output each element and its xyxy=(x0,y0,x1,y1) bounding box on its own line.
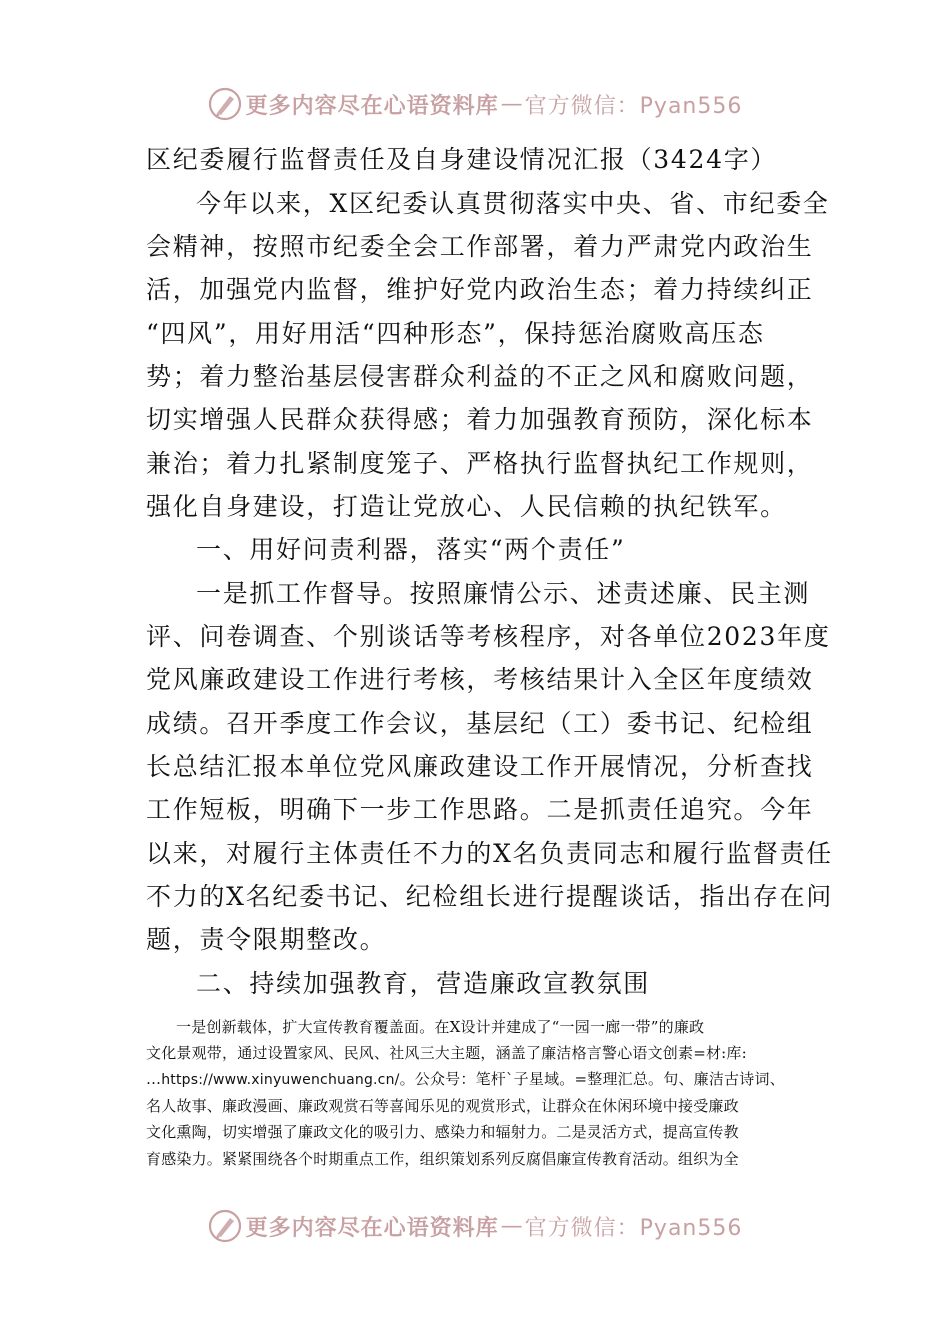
paragraph-line: 工作短板，明确下一步工作思路。二是抓责任追究。今年 xyxy=(146,795,814,824)
section-heading-2: 二、持续加强教育，营造廉政宣教氛围 xyxy=(196,969,650,998)
paragraph-line: 评、问卷调查、个别谈话等考核程序，对各单位2023年度 xyxy=(146,622,831,651)
paragraph-line: 以来，对履行主体责任不力的X名负责同志和履行监督责任 xyxy=(146,839,834,868)
paragraph-line: 党风廉政建设工作进行考核，考核结果计入全区年度绩效 xyxy=(146,665,814,694)
watermark-brand: 更多内容尽在心语资料库 xyxy=(245,1215,499,1241)
watermark-contact: 官方微信：Pyan556 xyxy=(524,93,743,119)
watermark-banner-bottom xyxy=(0,1204,950,1248)
paragraph-line: “四风”，用好用活“四种形态”，保持惩治腐败高压态 xyxy=(146,319,765,348)
small-paragraph-line: 名人故事、廉政漫画、廉政观赏石等喜闻乐见的观赏形式，让群众在休闲环境中接受廉政 xyxy=(146,1097,739,1115)
watermark-banner-top xyxy=(0,82,950,126)
paragraph-line: 今年以来，X区纪委认真贯彻落实中央、省、市纪委全 xyxy=(196,189,830,218)
document-title: 区纪委履行监督责任及自身建设情况汇报（3424字） xyxy=(146,145,778,174)
paragraph-line: 成绩。召开季度工作会议，基层纪（工）委书记、纪检组 xyxy=(146,709,814,738)
paragraph-line: 活，加强党内监督，维护好党内政治生态；着力持续纠正 xyxy=(146,275,814,304)
paragraph-line: 会精神，按照市纪委全会工作部署，着力严肃党内政治生 xyxy=(146,232,814,261)
paragraph-line: 不力的X名纪委书记、纪检组长进行提醒谈话，指出存在问 xyxy=(146,882,834,911)
small-paragraph-line: 文化熏陶，切实增强了廉政文化的吸引力、感染力和辐射力。二是灵活方式，提高宣传教 xyxy=(146,1123,739,1141)
watermark-dash: — xyxy=(500,1213,523,1239)
small-paragraph-line xyxy=(146,1066,810,1093)
paragraph-line: 长总结汇报本单位党风廉政建设工作开展情况，分析查找 xyxy=(146,752,814,781)
line-suffix: 。公众号：笔杆`子星域。=整理汇总。句、廉洁古诗词、 xyxy=(399,1070,785,1088)
paragraph-line: 兼治；着力扎紧制度笼子、严格执行监督执纪工作规则， xyxy=(146,449,814,478)
ellipsis: … xyxy=(146,1070,162,1088)
paragraph-line: 强化自身建设，打造让党放心、人民信赖的执纪铁军。 xyxy=(146,492,787,521)
section-heading-1: 一、用好问责利器，落实“两个责任” xyxy=(196,535,626,564)
watermark-brand: 更多内容尽在心语资料库 xyxy=(245,93,499,119)
paragraph-line: 势；着力整治基层侵害群众利益的不正之风和腐败问题， xyxy=(146,362,814,391)
paragraph-line: 切实增强人民群众获得感；着力加强教育预防，深化标本 xyxy=(146,405,814,434)
small-paragraph-line: 文化景观带，通过设置家风、民风、社风三大主题，涵盖了廉洁格言警心语文创素=材:库: xyxy=(146,1044,747,1062)
paragraph-line: 题，责令限期整改。 xyxy=(146,925,387,954)
pen-logo-icon xyxy=(208,87,242,121)
watermark-contact: 官方微信：Pyan556 xyxy=(524,1215,743,1241)
paragraph-line: 一是抓工作督导。按照廉情公示、述责述廉、民主测 xyxy=(196,579,811,608)
watermark-dash: — xyxy=(500,91,523,117)
website-link[interactable]: https://www.xinyuwenchuang.cn/ xyxy=(161,1072,400,1088)
pen-logo-icon xyxy=(208,1209,242,1243)
small-paragraph-line: 育感染力。紧紧围绕各个时期重点工作，组织策划系列反腐倡廉宣传教育活动。组织为全 xyxy=(146,1150,739,1168)
small-paragraph-line: 一是创新载体，扩大宣传教育覆盖面。在X设计并建成了“一园一廊一带”的廉政 xyxy=(176,1018,705,1036)
